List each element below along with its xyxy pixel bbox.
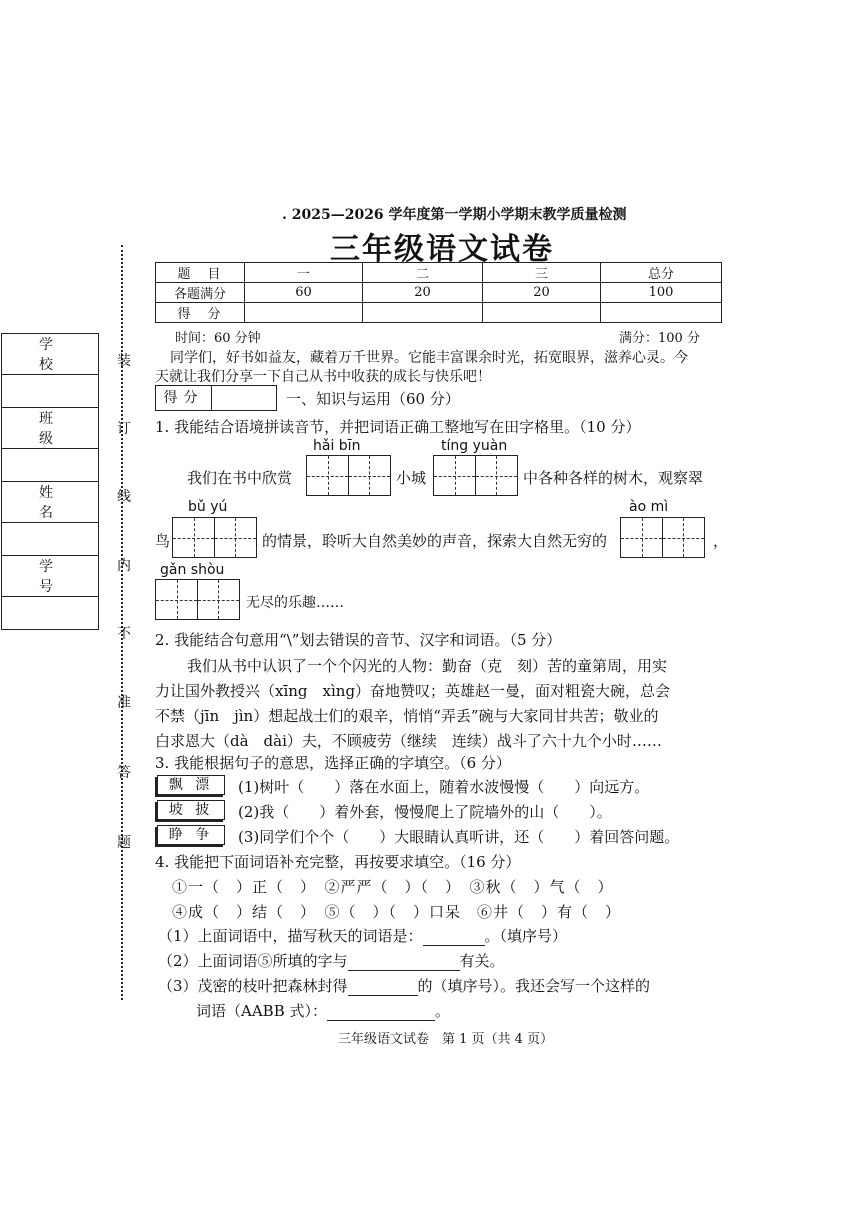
q4-sub2-text: 有关。 [459, 952, 505, 970]
full-score-cell: 20 [483, 283, 601, 303]
q4-sub1-blank[interactable] [423, 927, 485, 946]
q2-line: 我们从书中认识了一个个闪光的人物：勤奋（克 刻）苦的童第周，用实 [187, 657, 668, 675]
binding-char: 题 [117, 835, 131, 851]
score-entry-cell[interactable] [483, 303, 601, 323]
q4-sub1-text: （1）上面词语中，描写秋天的词语是： [158, 927, 423, 945]
q1-text: 我们在书中欣赏 [187, 469, 293, 487]
tianzige-haibin[interactable] [306, 455, 391, 496]
binding-char: 订 [117, 421, 131, 437]
tianzige-tingyuan[interactable] [433, 455, 518, 496]
exam-subtitle: . 2025—2026 学年度第一学期小学期末教学质量检测 [282, 207, 627, 223]
score-header-cell: 三 [483, 263, 601, 283]
score-entry-cell[interactable] [601, 303, 722, 323]
full-score-cell: 20 [363, 283, 483, 303]
q4-sub2 [158, 950, 505, 971]
page-footer: 三年级语文试卷 第 1 页（共 4 页） [338, 1032, 554, 1047]
q4-sub3 [158, 975, 650, 996]
pinyin: bǔ yú [188, 499, 228, 515]
q4-sub3-text: 词语（AABB 式）： [196, 1002, 327, 1020]
q4-sub3-text: 。 [434, 1002, 450, 1020]
pinyin: gǎn shòu [160, 562, 225, 578]
q4-word-row: ①一（ ）正（ ） ②严严（ ）（ ） ③秋（ ）气（ ） [172, 878, 614, 896]
question-title: 3. 我能根据句子的意思，选择正确的字填空。（6 分） [155, 754, 511, 772]
binding-char: 答 [117, 765, 131, 781]
student-number-field[interactable] [2, 597, 99, 630]
q1-text: 鸟 [155, 532, 171, 550]
binding-char: 内 [117, 558, 131, 574]
question-title: 2. 我能结合句意用“\”划去错误的音节、汉字和词语。（5 分） [155, 631, 562, 649]
choice-box: 坡 披 [157, 800, 225, 820]
score-header-cell: 一 [245, 263, 363, 283]
choice-box: 睁 争 [157, 825, 225, 845]
q4-word-row: ④成（ ）结（ ） ⑤（ ）（ ）口呆 ⑥井（ ）有（ ） [172, 903, 622, 921]
q4-sub2-blank[interactable] [348, 952, 460, 971]
q2-line: 力让国外教授兴（xīng xìng）奋地赞叹；英雄赵一曼，面对粗瓷大碗，总会 [155, 682, 671, 700]
choice-box: 飘 漂 [157, 775, 225, 795]
q4-sub2-text: （2）上面词语⑤所填的字与 [158, 952, 348, 970]
full-score: 满分：100 分 [619, 331, 700, 346]
tianzige-ganshou[interactable] [155, 579, 240, 620]
exam-time: 时间：60 分钟 [175, 331, 261, 346]
score-header-cell: 题 目 [156, 263, 245, 283]
score-row-label: 得 分 [156, 303, 245, 323]
full-score-cell: 各题满分 [156, 283, 245, 303]
q2-line: 白求恩大（dà dài）夫，不顾疲劳（继续 连续）战斗了六十九个小时…… [155, 732, 662, 750]
pinyin: tíng yuàn [441, 438, 508, 454]
score-header-cell: 二 [363, 263, 483, 283]
tianzige-aomi[interactable] [620, 517, 705, 558]
binding-char: 准 [117, 695, 131, 711]
question-title: 1. 我能结合语境拼读音节，并把词语正确工整地写在田字格里。（10 分） [155, 418, 641, 436]
q4-sub3-aabb-blank[interactable] [327, 1002, 435, 1021]
section-score-box [155, 385, 277, 411]
score-entry-cell[interactable] [245, 303, 363, 323]
q4-sub3-text: （3）茂密的枝叶把森林封得 [158, 977, 348, 995]
score-entry-cell[interactable] [363, 303, 483, 323]
q4-sub3-text: 的（填序号）。我还会写一个这样的 [417, 977, 651, 995]
school-field[interactable] [2, 375, 99, 408]
full-score-cell: 60 [245, 283, 363, 303]
binding-char: 不 [117, 626, 131, 642]
section-heading: 一、知识与运用（60 分） [286, 390, 460, 408]
q1-text: 的情景，聆听大自然美妙的声音，探索大自然无穷的 [262, 532, 608, 550]
section-score-field[interactable] [212, 386, 276, 410]
tianzige-buyu[interactable] [172, 517, 257, 558]
binding-char: 线 [117, 489, 131, 505]
q1-text: ， [713, 532, 729, 550]
exam-title: 三年级语文试卷 [330, 232, 554, 267]
q4-sub1 [158, 925, 567, 946]
q1-text: 小城 [396, 469, 427, 487]
score-table [155, 262, 722, 323]
name-field[interactable] [2, 523, 99, 556]
q1-text: 无尽的乐趣…… [246, 595, 344, 611]
school-label: 学 校 [2, 334, 99, 375]
q4-sub1-text: 。（填序号） [484, 927, 568, 945]
intro-line: 同学们，好书如益友，藏着万千世界。它能丰富课余时光，拓宽眼界，滋养心灵。今 [170, 350, 688, 366]
q3-sentence: (3)同学们个个（ ）大眼睛认真听讲，还（ ）着回答问题。 [238, 828, 680, 846]
intro-line: 天就让我们分享一下自己从书中收获的成长与快乐吧！ [155, 369, 491, 385]
q2-line: 不禁（jīn jìn）想起战士们的艰辛，悄悄“弄丢”碗与大家同甘共苦；敬业的 [155, 707, 659, 725]
full-score-cell: 100 [601, 283, 722, 303]
class-field[interactable] [2, 449, 99, 482]
q4-sub3-blank[interactable] [348, 977, 418, 996]
q3-sentence: (2)我（ ）着外套，慢慢爬上了院墙外的山（ ）。 [238, 803, 612, 821]
q4-sub3-line2 [196, 1000, 450, 1021]
student-number-label: 学 号 [2, 556, 99, 597]
score-header-cell: 总分 [601, 263, 722, 283]
question-title: 4. 我能把下面词语补充完整，再按要求填空。（16 分） [155, 853, 521, 871]
name-label: 姓 名 [2, 482, 99, 523]
student-info-table [1, 333, 99, 630]
class-label: 班 级 [2, 408, 99, 449]
binding-char: 装 [117, 353, 131, 369]
score-label: 得分 [156, 386, 212, 410]
q3-sentence: (1)树叶（ ）落在水面上，随着水波慢慢（ ）向远方。 [238, 778, 650, 796]
pinyin: ào mì [629, 499, 669, 515]
q1-text: 中各种各样的树木，观察翠 [523, 469, 704, 487]
pinyin: hǎi bīn [313, 438, 361, 454]
